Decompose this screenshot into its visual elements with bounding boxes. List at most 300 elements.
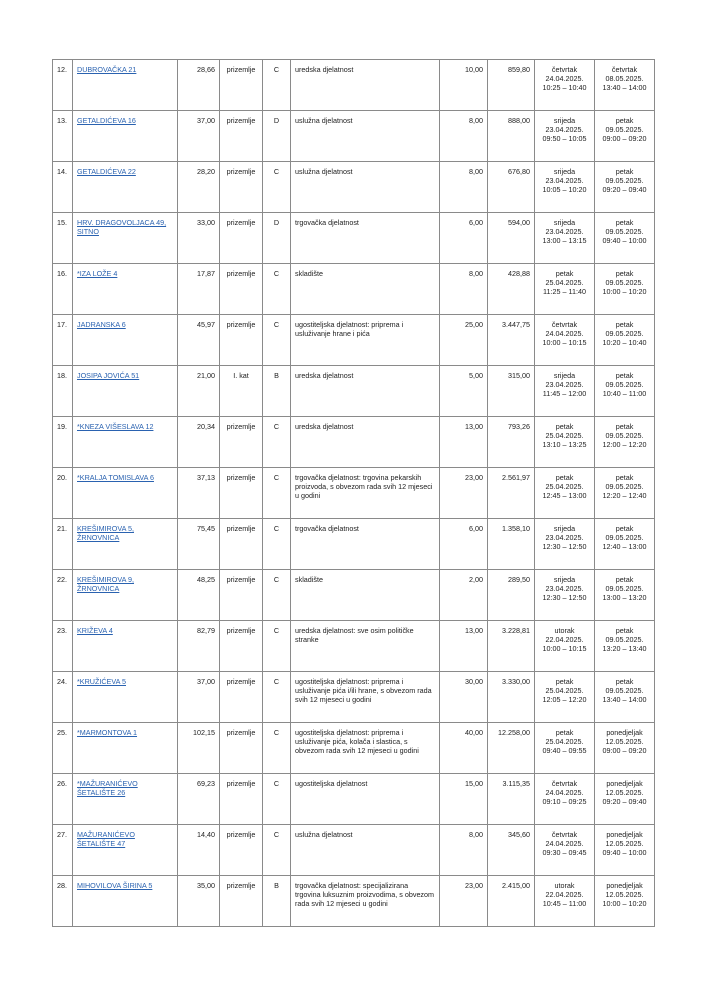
zone-cell	[263, 621, 291, 672]
row-number-text: 22.	[57, 575, 67, 584]
table-row	[53, 60, 655, 111]
zone-value: D	[273, 116, 280, 125]
total-rent-cell	[488, 417, 535, 468]
total-rent-value: 3.447,75	[502, 320, 530, 329]
area-value: 28,66	[197, 65, 215, 74]
visit-date: 23.04.2025.	[545, 227, 584, 236]
opening-day: ponedjeljak	[606, 779, 643, 788]
opening-time: 13:00 – 13:20	[602, 593, 647, 602]
opening-date: 09.05.2025.	[605, 686, 644, 695]
visit-cell	[535, 570, 595, 621]
table-row	[53, 774, 655, 825]
row-number-text: 25.	[57, 728, 67, 737]
rent-per-m2-value: 10,00	[465, 65, 483, 74]
address-link[interactable]: *KNEZA VIŠESLAVA 12	[77, 422, 154, 431]
address-link[interactable]: GETALDIĆEVA 16	[77, 116, 136, 125]
floor-cell	[220, 417, 263, 468]
opening-day: petak	[615, 473, 634, 482]
rent-per-m2-cell	[440, 213, 488, 264]
use-cell	[291, 315, 440, 366]
zone-cell	[263, 315, 291, 366]
row-number-text: 21.	[57, 524, 67, 533]
area-cell	[178, 723, 220, 774]
visit-cell	[535, 774, 595, 825]
visit-time: 09:30 – 09:45	[542, 848, 587, 857]
total-rent-value: 3.115,35	[502, 779, 530, 788]
opening-cell	[595, 417, 655, 468]
visit-date: 25.04.2025.	[545, 482, 584, 491]
row-number-text: 14.	[57, 167, 67, 176]
area-value: 75,45	[197, 524, 215, 533]
visit-time: 10:25 – 10:40	[542, 83, 587, 92]
table-row	[53, 162, 655, 213]
opening-date: 09.05.2025.	[605, 278, 644, 287]
visit-day: četvrtak	[551, 65, 578, 74]
address-link[interactable]: KRIŽEVA 4	[77, 626, 113, 635]
opening-time: 09:40 – 10:00	[602, 848, 647, 857]
use-cell	[291, 264, 440, 315]
total-rent-value: 676,80	[508, 167, 530, 176]
total-rent-value: 1.358,10	[502, 524, 530, 533]
row-number-text: 23.	[57, 626, 67, 635]
floor-value: prizemlje	[226, 626, 256, 635]
row-number-text: 17.	[57, 320, 67, 329]
row-number	[53, 876, 73, 927]
floor-value: prizemlje	[226, 473, 256, 482]
opening-day: petak	[615, 524, 634, 533]
rent-per-m2-cell	[440, 876, 488, 927]
area-value: 21,00	[197, 371, 215, 380]
row-number	[53, 621, 73, 672]
row-number-text: 18.	[57, 371, 67, 380]
row-number	[53, 162, 73, 213]
address-link[interactable]: MIHOVILOVA ŠIRINA 5	[77, 881, 153, 890]
visit-date: 23.04.2025.	[545, 125, 584, 134]
area-value: 102,15	[193, 728, 215, 737]
opening-day: petak	[615, 167, 634, 176]
total-rent-cell	[488, 366, 535, 417]
opening-cell	[595, 264, 655, 315]
floor-cell	[220, 723, 263, 774]
use-cell	[291, 723, 440, 774]
floor-cell	[220, 825, 263, 876]
zone-value: C	[273, 830, 280, 839]
area-cell	[178, 213, 220, 264]
floor-cell	[220, 315, 263, 366]
visit-day: petak	[555, 422, 574, 431]
visit-day: petak	[555, 269, 574, 278]
zone-cell	[263, 213, 291, 264]
area-cell	[178, 672, 220, 723]
total-rent-cell	[488, 519, 535, 570]
visit-day: četvrtak	[551, 830, 578, 839]
visit-time: 12:45 – 13:00	[542, 491, 587, 500]
zone-value: C	[273, 167, 280, 176]
area-value: 37,00	[197, 116, 215, 125]
address-link[interactable]: *KRUŽIĆEVA 5	[77, 677, 126, 686]
address-cell	[73, 774, 178, 825]
visit-time: 10:00 – 10:15	[542, 644, 587, 653]
area-value: 20,34	[197, 422, 215, 431]
address-link[interactable]: GETALDIĆEVA 22	[77, 167, 136, 176]
visit-cell	[535, 264, 595, 315]
opening-time: 09:00 – 09:20	[602, 746, 647, 755]
opening-date: 09.05.2025.	[605, 227, 644, 236]
area-value: 82,79	[197, 626, 215, 635]
use-cell	[291, 621, 440, 672]
visit-time: 10:00 – 10:15	[542, 338, 587, 347]
opening-cell	[595, 570, 655, 621]
use-cell	[291, 417, 440, 468]
address-cell	[73, 162, 178, 213]
visit-date: 24.04.2025.	[545, 839, 584, 848]
row-number	[53, 723, 73, 774]
total-rent-cell	[488, 468, 535, 519]
opening-time: 13:40 – 14:00	[602, 695, 647, 704]
opening-cell	[595, 876, 655, 927]
opening-time: 09:40 – 10:00	[602, 236, 647, 245]
rent-per-m2-value: 8,00	[469, 167, 483, 176]
rent-per-m2-cell	[440, 672, 488, 723]
opening-time: 10:00 – 10:20	[602, 899, 647, 908]
opening-day: petak	[615, 320, 634, 329]
table-row	[53, 111, 655, 162]
total-rent-value: 859,80	[508, 65, 530, 74]
use-value: trgovačka djelatnost	[295, 218, 359, 227]
visit-cell	[535, 213, 595, 264]
row-number	[53, 264, 73, 315]
zone-value: B	[274, 371, 279, 380]
opening-day: ponedjeljak	[606, 881, 643, 890]
visit-cell	[535, 672, 595, 723]
visit-time: 12:05 – 12:20	[542, 695, 587, 704]
address-link[interactable]: *IZA LOŽE 4	[77, 269, 118, 278]
total-rent-cell	[488, 213, 535, 264]
opening-time: 09:00 – 09:20	[602, 134, 647, 143]
visit-cell	[535, 723, 595, 774]
opening-cell	[595, 213, 655, 264]
address-link[interactable]: JADRANSKA 6	[77, 320, 126, 329]
rent-per-m2-value: 30,00	[465, 677, 483, 686]
area-value: 37,13	[197, 473, 215, 482]
opening-day: petak	[615, 218, 634, 227]
area-value: 17,87	[197, 269, 215, 278]
floor-value: prizemlje	[226, 320, 256, 329]
opening-cell	[595, 315, 655, 366]
rent-per-m2-value: 8,00	[469, 269, 483, 278]
visit-day: utorak	[554, 626, 575, 635]
address-cell	[73, 366, 178, 417]
opening-day: ponedjeljak	[606, 830, 643, 839]
opening-day: petak	[615, 422, 634, 431]
row-number-text: 20.	[57, 473, 67, 482]
rent-per-m2-value: 5,00	[469, 371, 483, 380]
visit-cell	[535, 417, 595, 468]
area-cell	[178, 774, 220, 825]
address-link[interactable]: DUBROVAČKA 21	[77, 65, 137, 74]
use-value: uslužna djelatnost	[295, 167, 353, 176]
rent-per-m2-value: 25,00	[465, 320, 483, 329]
opening-day: petak	[615, 575, 634, 584]
floor-cell	[220, 468, 263, 519]
total-rent-cell	[488, 570, 535, 621]
visit-date: 23.04.2025.	[545, 584, 584, 593]
table-row	[53, 519, 655, 570]
row-number-text: 15.	[57, 218, 67, 227]
opening-date: 08.05.2025.	[605, 74, 644, 83]
floor-cell	[220, 621, 263, 672]
visit-cell	[535, 60, 595, 111]
opening-date: 09.05.2025.	[605, 431, 644, 440]
total-rent-cell	[488, 672, 535, 723]
floor-cell	[220, 111, 263, 162]
use-value: ugostiteljska djelatnost: priprema i usluživanje pića, kolača i slastica, s obvezom rada svih 12 mjeseci u godini	[295, 728, 419, 755]
row-number	[53, 519, 73, 570]
use-cell	[291, 570, 440, 621]
address-link[interactable]: MAŽURANIĆEVO ŠETALIŠTE 47	[77, 830, 135, 848]
visit-day: petak	[555, 677, 574, 686]
opening-time: 10:20 – 10:40	[602, 338, 647, 347]
opening-date: 12.05.2025.	[605, 839, 644, 848]
visit-time: 09:50 – 10:05	[542, 134, 587, 143]
area-cell	[178, 570, 220, 621]
table-row	[53, 417, 655, 468]
row-number-text: 27.	[57, 830, 67, 839]
rent-per-m2-cell	[440, 366, 488, 417]
opening-day: petak	[615, 269, 634, 278]
floor-cell	[220, 60, 263, 111]
area-value: 35,00	[197, 881, 215, 890]
use-cell	[291, 111, 440, 162]
rent-per-m2-value: 15,00	[465, 779, 483, 788]
opening-date: 12.05.2025.	[605, 737, 644, 746]
zone-value: C	[273, 320, 280, 329]
address-cell	[73, 264, 178, 315]
floor-cell	[220, 264, 263, 315]
use-cell	[291, 162, 440, 213]
address-link[interactable]: KREŠIMIROVA 5, ŽRNOVNICA	[77, 524, 134, 542]
rent-per-m2-value: 13,00	[465, 626, 483, 635]
row-number-text: 16.	[57, 269, 67, 278]
address-cell	[73, 468, 178, 519]
table-row	[53, 621, 655, 672]
zone-value: C	[273, 65, 280, 74]
floor-cell	[220, 162, 263, 213]
opening-time: 12:40 – 13:00	[602, 542, 647, 551]
floor-value: prizemlje	[226, 422, 256, 431]
opening-cell	[595, 519, 655, 570]
visit-time: 13:00 – 13:15	[542, 236, 587, 245]
opening-day: petak	[615, 116, 634, 125]
total-rent-value: 289,50	[508, 575, 530, 584]
use-value: uredska djelatnost	[295, 422, 354, 431]
floor-value: prizemlje	[226, 269, 256, 278]
total-rent-cell	[488, 111, 535, 162]
opening-date: 09.05.2025.	[605, 482, 644, 491]
opening-date: 12.05.2025.	[605, 890, 644, 899]
row-number	[53, 60, 73, 111]
use-value: ugostiteljska djelatnost: priprema i usluživanje pića i/ili hrane, s obvezom rada svih 12 mjeseci u godini	[295, 677, 432, 704]
floor-value: prizemlje	[226, 677, 256, 686]
use-value: ugostiteljska djelatnost	[295, 779, 368, 788]
use-value: uredska djelatnost	[295, 65, 354, 74]
visit-date: 23.04.2025.	[545, 176, 584, 185]
row-number	[53, 570, 73, 621]
table-row	[53, 876, 655, 927]
zone-cell	[263, 468, 291, 519]
address-link[interactable]: *MARMONTOVA 1	[77, 728, 138, 737]
rent-per-m2-cell	[440, 621, 488, 672]
use-cell	[291, 672, 440, 723]
total-rent-cell	[488, 264, 535, 315]
visit-date: 25.04.2025.	[545, 278, 584, 287]
use-cell	[291, 60, 440, 111]
opening-day: petak	[615, 371, 634, 380]
table-row	[53, 366, 655, 417]
use-value: trgovačka djelatnost	[295, 524, 359, 533]
use-cell	[291, 519, 440, 570]
use-value: uredska djelatnost	[295, 371, 354, 380]
row-number	[53, 213, 73, 264]
address-link[interactable]: HRV. DRAGOVOLJACA 49, SITNO	[77, 218, 167, 236]
address-link[interactable]: *MAŽURANIĆEVO ŠETALIŠTE 26	[77, 779, 138, 797]
zone-cell	[263, 60, 291, 111]
opening-cell	[595, 825, 655, 876]
use-value: uslužna djelatnost	[295, 830, 353, 839]
row-number	[53, 417, 73, 468]
floor-cell	[220, 519, 263, 570]
row-number-text: 12.	[57, 65, 67, 74]
floor-value: prizemlje	[226, 218, 256, 227]
visit-date: 25.04.2025.	[545, 686, 584, 695]
address-link[interactable]: KREŠIMIROVA 9, ŽRNOVNICA	[77, 575, 134, 593]
area-value: 14,40	[197, 830, 215, 839]
use-cell	[291, 213, 440, 264]
visit-time: 09:40 – 09:55	[542, 746, 587, 755]
address-cell	[73, 60, 178, 111]
visit-date: 23.04.2025.	[545, 533, 584, 542]
address-cell	[73, 213, 178, 264]
address-link[interactable]: JOSIPA JOVIĆA 51	[77, 371, 140, 380]
total-rent-cell	[488, 621, 535, 672]
visit-time: 10:45 – 11:00	[542, 899, 587, 908]
opening-time: 09:20 – 09:40	[602, 185, 647, 194]
rent-per-m2-cell	[440, 111, 488, 162]
row-number-text: 26.	[57, 779, 67, 788]
area-value: 45,97	[197, 320, 215, 329]
visit-day: srijeda	[553, 371, 576, 380]
visit-time: 11:25 – 11:40	[543, 287, 586, 296]
floor-cell	[220, 672, 263, 723]
floor-value: prizemlje	[226, 728, 256, 737]
rent-per-m2-value: 23,00	[465, 881, 483, 890]
visit-date: 25.04.2025.	[545, 431, 584, 440]
floor-cell	[220, 570, 263, 621]
zone-value: C	[273, 677, 280, 686]
opening-date: 09.05.2025.	[605, 176, 644, 185]
opening-day: četvrtak	[611, 65, 638, 74]
opening-time: 12:00 – 12:20	[602, 440, 647, 449]
total-rent-value: 3.330,00	[502, 677, 530, 686]
visit-time: 09:10 – 09:25	[542, 797, 587, 806]
zone-cell	[263, 366, 291, 417]
total-rent-cell	[488, 774, 535, 825]
visit-day: srijeda	[553, 218, 576, 227]
floor-value: prizemlje	[226, 830, 256, 839]
area-cell	[178, 315, 220, 366]
area-cell	[178, 468, 220, 519]
opening-cell	[595, 774, 655, 825]
zone-cell	[263, 162, 291, 213]
floor-value: prizemlje	[226, 881, 256, 890]
rent-per-m2-value: 13,00	[465, 422, 483, 431]
opening-date: 12.05.2025.	[605, 788, 644, 797]
address-cell	[73, 417, 178, 468]
opening-day: ponedjeljak	[606, 728, 643, 737]
opening-cell	[595, 468, 655, 519]
total-rent-value: 888,00	[508, 116, 530, 125]
total-rent-value: 315,00	[508, 371, 530, 380]
rent-per-m2-value: 8,00	[469, 830, 483, 839]
floor-value: prizemlje	[226, 116, 256, 125]
zone-cell	[263, 723, 291, 774]
table-row	[53, 264, 655, 315]
opening-day: petak	[615, 626, 634, 635]
table-row	[53, 723, 655, 774]
visit-day: utorak	[554, 881, 575, 890]
rent-per-m2-value: 8,00	[469, 116, 483, 125]
floor-value: prizemlje	[226, 779, 256, 788]
zone-cell	[263, 111, 291, 162]
zone-value: C	[273, 626, 280, 635]
visit-day: srijeda	[553, 575, 576, 584]
visit-cell	[535, 519, 595, 570]
address-cell	[73, 111, 178, 162]
use-cell	[291, 876, 440, 927]
rent-per-m2-cell	[440, 417, 488, 468]
use-value: ugostiteljska djelatnost: priprema i usluživanje hrane i pića	[295, 320, 404, 338]
opening-cell	[595, 111, 655, 162]
zone-cell	[263, 774, 291, 825]
visit-cell	[535, 468, 595, 519]
area-value: 33,00	[197, 218, 215, 227]
use-cell	[291, 774, 440, 825]
row-number-text: 19.	[57, 422, 67, 431]
zone-value: C	[273, 269, 280, 278]
zone-cell	[263, 672, 291, 723]
opening-cell	[595, 366, 655, 417]
row-number	[53, 774, 73, 825]
use-value: skladište	[295, 269, 323, 278]
opening-date: 09.05.2025.	[605, 635, 644, 644]
floor-value: prizemlje	[226, 524, 256, 533]
floor-cell	[220, 876, 263, 927]
visit-date: 24.04.2025.	[545, 788, 584, 797]
address-cell	[73, 519, 178, 570]
visit-cell	[535, 111, 595, 162]
visit-cell	[535, 315, 595, 366]
area-cell	[178, 60, 220, 111]
visit-day: petak	[555, 473, 574, 482]
visit-day: četvrtak	[551, 320, 578, 329]
total-rent-cell	[488, 876, 535, 927]
address-cell	[73, 570, 178, 621]
address-link[interactable]: *KRALJA TOMISLAVA 6	[77, 473, 154, 482]
total-rent-value: 2.561,97	[502, 473, 530, 482]
visit-day: srijeda	[553, 116, 576, 125]
opening-time: 13:20 – 13:40	[602, 644, 647, 653]
visit-time: 11:45 – 12:00	[542, 389, 587, 398]
